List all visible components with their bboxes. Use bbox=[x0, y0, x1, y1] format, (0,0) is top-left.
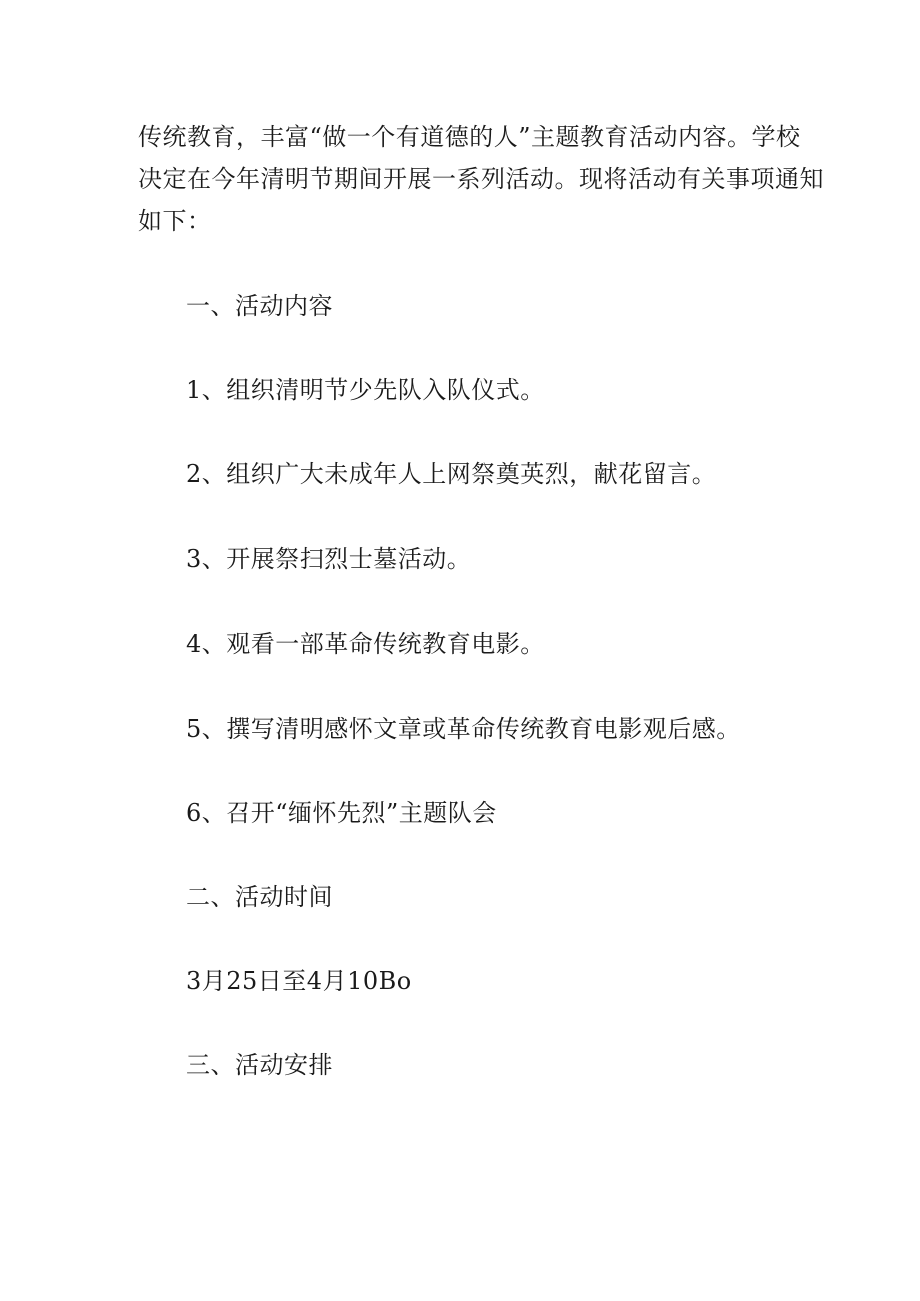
activity-time-text: 3月25日至4月10Bo bbox=[186, 967, 412, 995]
list-item: 2、组织广大未成年人上网祭奠英烈，献花留言。 bbox=[186, 460, 717, 488]
section-heading-activity-time: 二、活动时间 bbox=[186, 883, 333, 911]
section-heading-activity-content: 一、活动内容 bbox=[186, 292, 333, 320]
intro-line: 如下： bbox=[138, 207, 212, 235]
intro-line: 决定在今年清明节期间开展一系列活动。现将活动有关事项通知 bbox=[138, 165, 824, 193]
intro-paragraph bbox=[138, 116, 824, 242]
list-item: 4、观看一部革命传统教育电影。 bbox=[186, 630, 545, 658]
list-item: 5、撰写清明感怀文章或革命传统教育电影观后感。 bbox=[186, 715, 741, 743]
list-item: 3、开展祭扫烈士墓活动。 bbox=[186, 545, 472, 573]
intro-line: 传统教育，丰富“做一个有道德的人”主题教育活动内容。学校 bbox=[138, 123, 801, 151]
list-item: 6、召开“缅怀先烈”主题队会 bbox=[186, 799, 497, 827]
list-item: 1、组织清明节少先队入队仪式。 bbox=[186, 376, 545, 404]
section-heading-activity-arrangement: 三、活动安排 bbox=[186, 1051, 333, 1079]
